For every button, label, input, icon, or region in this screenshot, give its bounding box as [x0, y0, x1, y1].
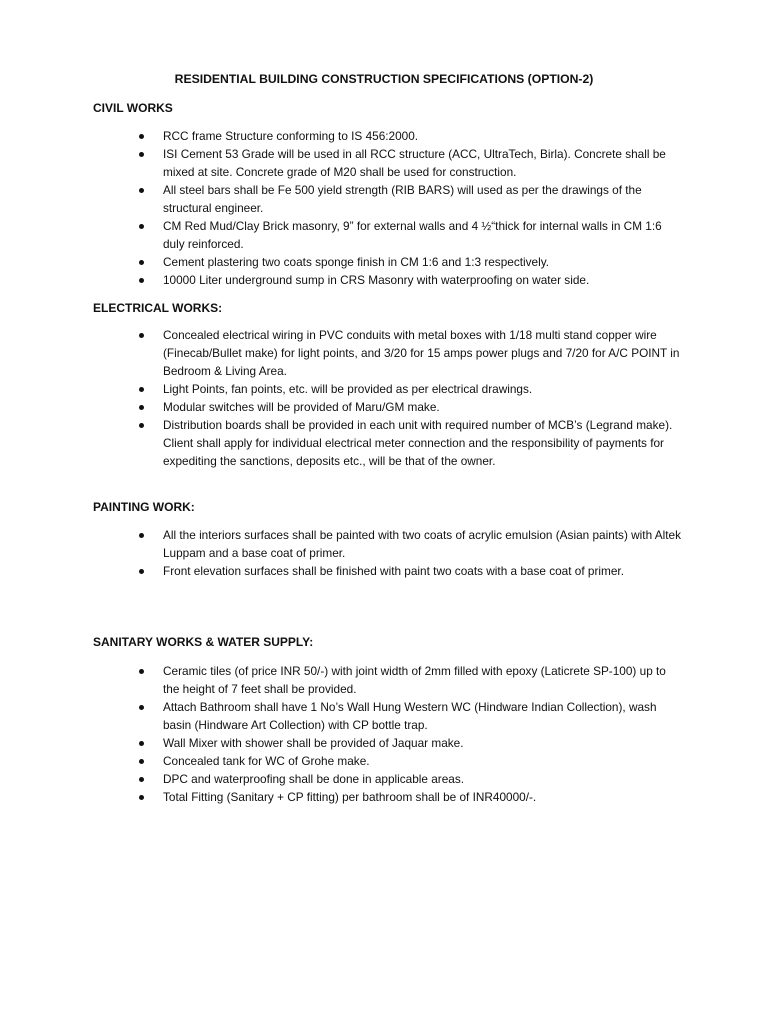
- bullet-icon: [139, 134, 144, 139]
- list-item-text: Front elevation surfaces shall be finished with paint two coats with a base coat of primer.: [163, 564, 624, 578]
- list-item-text: DPC and waterproofing shall be done in applicable areas.: [163, 772, 465, 786]
- list-item-text: Total Fitting (Sanitary + CP fitting) per bathroom shall be of INR40000/-.: [163, 790, 537, 804]
- section-heading-painting-work: PAINTING WORK:: [93, 500, 195, 514]
- list-item-text: Wall Mixer with shower shall be provided of Jaquar make.: [163, 736, 464, 750]
- list-item: [136, 562, 681, 580]
- list-item-text: All steel bars shall be Fe 500 yield strength (RIB BARS) will used as per the drawings of the structural engineer.: [163, 183, 642, 215]
- list-item-text: Ceramic tiles (of price INR 50/-) with joint width of 2mm filled with epoxy (Laticrete SP-100) up to the height of 7 feet shall be provided.: [163, 664, 666, 696]
- list-item-text: Concealed tank for WC of Grohe make.: [163, 754, 370, 768]
- bullet-icon: [139, 387, 144, 392]
- painting-work-list: [136, 526, 681, 580]
- section-heading-sanitary-works: SANITARY WORKS & WATER SUPPLY:: [93, 635, 314, 649]
- list-item: [136, 770, 681, 788]
- list-item: [136, 734, 681, 752]
- bullet-icon: [139, 405, 144, 410]
- list-item-text: Concealed electrical wiring in PVC conduits with metal boxes with 1/18 multi stand copper wire (Finecab/Bullet make) for light points, and 3/20 for 15 amps power plugs and 7/20 for A/C POINT in Bedroom & Living Area.: [163, 328, 680, 378]
- electrical-works-list: [136, 326, 681, 470]
- bullet-icon: [139, 333, 144, 338]
- list-item-text: ISI Cement 53 Grade will be used in all RCC structure (ACC, UltraTech, Birla). Concrete shall be mixed at site. Concrete grade of M20 shall be used for construction.: [163, 147, 666, 179]
- bullet-icon: [139, 188, 144, 193]
- bullet-icon: [139, 741, 144, 746]
- list-item: [136, 788, 681, 806]
- list-item-text: CM Red Mud/Clay Brick masonry, 9” for external walls and 4 ½“thick for internal walls in CM 1:6 duly reinforced.: [163, 219, 662, 251]
- list-item: [136, 416, 681, 470]
- list-item: [136, 181, 681, 217]
- list-item: [136, 326, 681, 380]
- list-item: [136, 662, 681, 698]
- list-item-text: Modular switches will be provided of Maru/GM make.: [163, 400, 440, 414]
- bullet-icon: [139, 669, 144, 674]
- list-item: [136, 752, 681, 770]
- bullet-icon: [139, 533, 144, 538]
- list-item: [136, 271, 681, 289]
- list-item-text: 10000 Liter underground sump in CRS Masonry with waterproofing on water side.: [163, 273, 590, 287]
- list-item: [136, 398, 681, 416]
- bullet-icon: [139, 423, 144, 428]
- list-item: [136, 253, 681, 271]
- list-item: [136, 145, 681, 181]
- list-item: [136, 217, 681, 253]
- list-item-text: RCC frame Structure conforming to IS 456:2000.: [163, 129, 419, 143]
- list-item: [136, 380, 681, 398]
- sanitary-works-list: [136, 662, 681, 806]
- bullet-icon: [139, 224, 144, 229]
- section-heading-electrical-works: ELECTRICAL WORKS:: [93, 301, 223, 315]
- list-item-text: Distribution boards shall be provided in each unit with required number of MCB’s (Legrand make). Client shall apply for individual electrical meter connection and the responsibility of payments for expediting the sanctions, deposits etc., will be that of the owner.: [163, 418, 673, 468]
- list-item-text: All the interiors surfaces shall be painted with two coats of acrylic emulsion (Asian paints) with Altek Luppam and a base coat of primer.: [163, 528, 681, 560]
- bullet-icon: [139, 759, 144, 764]
- bullet-icon: [139, 278, 144, 283]
- list-item-text: Cement plastering two coats sponge finish in CM 1:6 and 1:3 respectively.: [163, 255, 550, 269]
- list-item: [136, 127, 681, 145]
- list-item-text: Light Points, fan points, etc. will be provided as per electrical drawings.: [163, 382, 533, 396]
- bullet-icon: [139, 569, 144, 574]
- bullet-icon: [139, 705, 144, 710]
- section-heading-civil-works: CIVIL WORKS: [93, 101, 173, 115]
- civil-works-list: [136, 127, 681, 289]
- bullet-icon: [139, 260, 144, 265]
- bullet-icon: [139, 777, 144, 782]
- bullet-icon: [139, 152, 144, 157]
- bullet-icon: [139, 795, 144, 800]
- document-title: RESIDENTIAL BUILDING CONSTRUCTION SPECIFICATIONS (OPTION-2): [174, 72, 594, 86]
- list-item-text: Attach Bathroom shall have 1 No’s Wall Hung Western WC (Hindware Indian Collection), wash basin (Hindware Art Collection) with CP bottle trap.: [163, 700, 657, 732]
- list-item: [136, 526, 681, 562]
- list-item: [136, 698, 681, 734]
